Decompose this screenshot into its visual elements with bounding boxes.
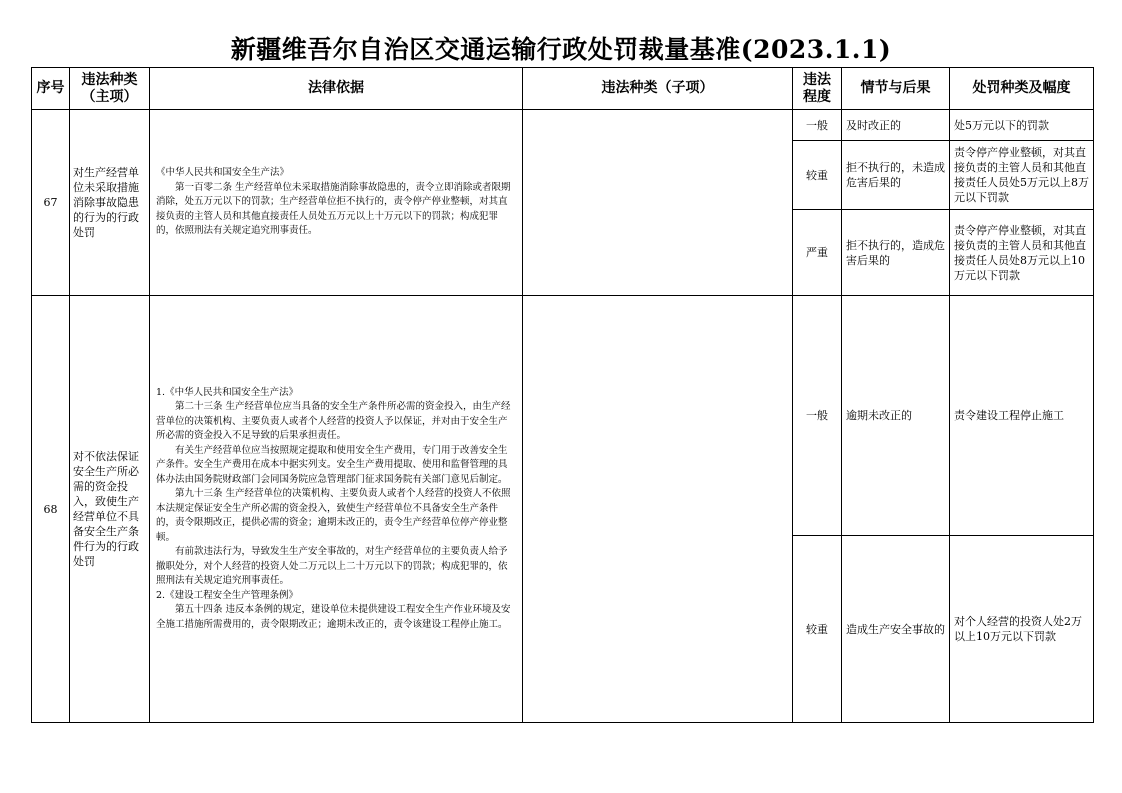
penalty-cell: 对个人经营的投资人处2万以上10万元以下罚款 [950,536,1094,723]
row-legal-basis [150,296,523,723]
header-type-main-line2: （主项） [81,88,138,105]
header-type-sub: 违法种类（子项） [523,68,793,110]
table-row [32,296,1094,536]
circumstances-cell: 及时改正的 [842,110,950,141]
penalty-cell: 责令建设工程停止施工 [950,296,1094,536]
table-row [32,110,1094,141]
penalty-cell: 处5万元以下的罚款 [950,110,1094,141]
penalty-cell: 责令停产停业整顿，对其直接负责的主管人员和其他直接责任人员处8万元以上10万元以下罚款 [950,210,1094,296]
document-title: 新疆维吾尔自治区交通运输行政处罚裁量基准(2023.1.1) [230,35,892,64]
header-degree [793,68,842,110]
row-seq: 67 [32,110,70,296]
legal-basis-para: 第一百零二条 生产经营单位未采取措施消除事故隐患的，责令立即消除或者限期消除，处五万元以下的罚款；生产经营单位拒不执行的，责令停产停业整顿，对其直接负责的主管人员和其他直接责任人员处五万元以上十万元以下的罚款；构成犯罪的，依照刑法有关规定追究刑事责任。 [156,181,511,237]
table-header-row [32,68,1094,110]
header-type-main [70,68,150,110]
legal-basis-para: 1.《中华人民共和国安全生产法》 [156,386,299,398]
legal-basis-para: 有关生产经营单位应当按照规定提取和使用安全生产费用，专门用于改善安全生产条件。安全生产费用在成本中据实列支。安全生产费用提取、使用和监督管理的具体办法由国务院财政部门会同国务院应急管理部门征求国务院有关部门意见后制定。 [156,444,508,485]
row-type-main: 对不依法保证安全生产所必需的资金投入，致使生产经营单位不具备安全生产条件行为的行政处罚 [70,296,150,723]
degree-cell: 一般 [793,296,842,536]
degree-cell: 一般 [793,110,842,141]
circumstances-cell: 逾期未改正的 [842,296,950,536]
penalty-standard-table [31,67,1094,723]
degree-cell: 严重 [793,210,842,296]
circumstances-cell: 造成生产安全事故的 [842,536,950,723]
legal-basis-para: 第五十四条 违反本条例的规定，建设单位未提供建设工程安全生产作业环境及安全施工措施所需费用的，责令限期改正；逾期未改正的，责令该建设工程停止施工。 [156,604,511,630]
penalty-cell: 责令停产停业整顿，对其直接负责的主管人员和其他直接责任人员处5万元以上8万元以下罚款 [950,141,1094,210]
header-legal-basis: 法律依据 [150,68,523,110]
degree-cell: 较重 [793,141,842,210]
row-seq: 68 [32,296,70,723]
circumstances-cell: 拒不执行的，造成危害后果的 [842,210,950,296]
legal-basis-para: 第二十三条 生产经营单位应当具备的安全生产条件所必需的资金投入，由生产经营单位的决策机构、主要负责人或者个人经营的投资人予以保证，并对由于安全生产所必需的资金投入不足导致的后果承担责任。 [156,401,511,442]
circumstances-cell: 拒不执行的，未造成危害后果的 [842,141,950,210]
row-legal-basis [150,110,523,296]
legal-basis-para: 第九十三条 生产经营单位的决策机构、主要负责人或者个人经营的投资人不依照本法规定保证安全生产所必需的资金投入，致使生产经营单位不具备安全生产条件的，责令限期改正，提供必需的资金；逾期未改正的，责令生产经营单位停产停业整顿。 [156,488,511,543]
header-degree-line2: 程度 [803,88,831,105]
legal-basis-para: 有前款违法行为，导致发生生产安全事故的，对生产经营单位的主要负责人给予撤职处分，对个人经营的投资人处二万元以上二十万元以下的罚款；构成犯罪的，依照刑法有关规定追究刑事责任。 [156,546,508,587]
header-circumstances: 情节与后果 [842,68,950,110]
row-type-main: 对生产经营单位未采取措施消除事故隐患的行为的行政处罚 [70,110,150,296]
legal-basis-para: 《中华人民共和国安全生产法》 [156,167,290,179]
header-seq: 序号 [32,68,70,110]
header-type-main-line1: 违法种类 [81,71,138,88]
degree-cell: 较重 [793,536,842,723]
header-penalty: 处罚种类及幅度 [950,68,1094,110]
legal-basis-para: 2.《建设工程安全生产管理条例》 [156,589,299,601]
row-type-sub [523,110,793,296]
row-type-sub [523,296,793,723]
header-degree-line1: 违法 [803,71,831,88]
